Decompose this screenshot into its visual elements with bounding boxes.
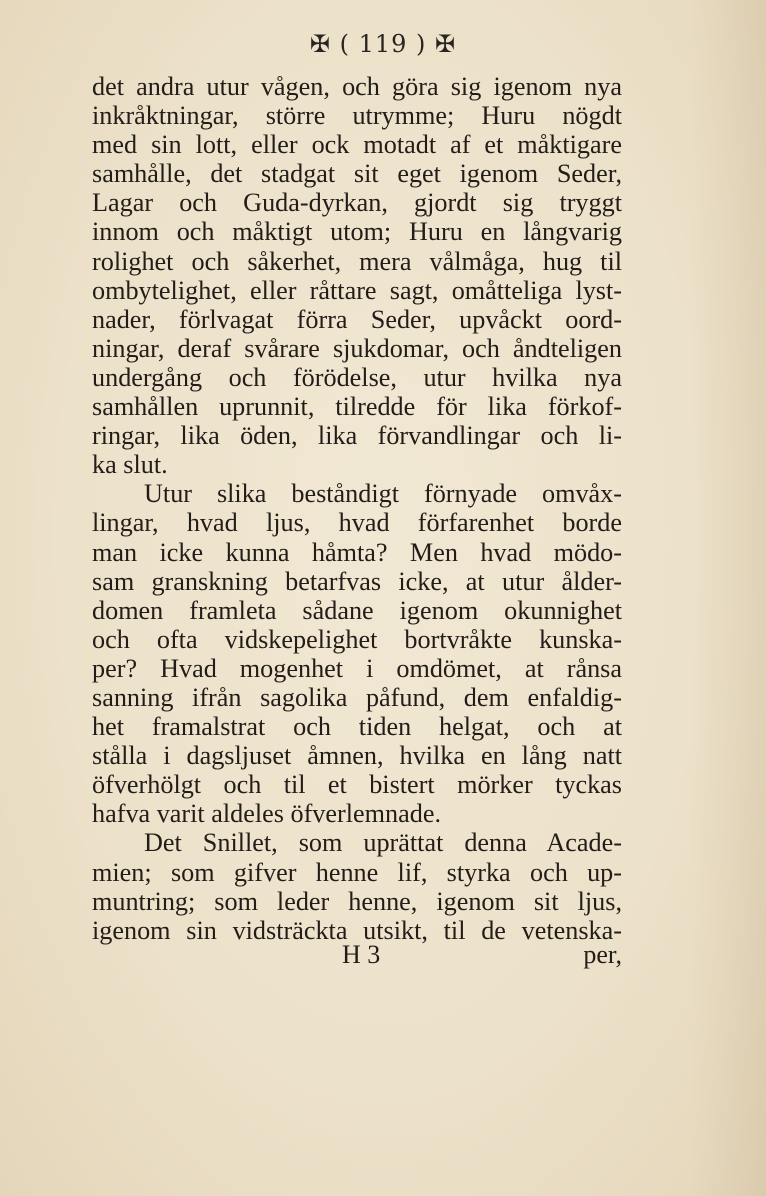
page-header: ✠ ( 119 ) ✠ [309,30,457,58]
text-line: ka slut. [92,450,168,480]
text-line: man icke kunna håmta? Men hvad mödo- [92,537,622,567]
text-line: domen framleta sådane igenom okunnighet [92,595,622,625]
text-line: sam granskning betarfvas icke, at utur ålder- [92,566,622,596]
text-line: ningar, deraf svårare sjukdomar, och åndteligen [92,333,622,363]
text-line: inkråktningar, större utrymme; Huru nögdt [92,101,622,131]
text-line: het framalstrat och tiden helgat, och at [92,712,622,742]
catchword: per, [583,940,622,969]
text-line: det andra utur vågen, och göra sig igenom nya [92,72,622,101]
signature-mark: H 3 [342,940,381,969]
text-line: mien; som gifver henne lif, styrka och up- [92,857,622,887]
body-text [92,72,622,945]
text-line: muntring; som leder henne, igenom sit ljus, [92,886,622,916]
text-line: ringar, lika öden, lika förvandlingar och li- [92,421,622,451]
text-line: stålla i dagsljuset åmnen, hvilka en lång natt [92,741,622,771]
text-line: samhållen uprunnit, tilredde för lika förkof- [92,392,622,422]
text-line: sanning ifrån sagolika påfund, dem enfaldig- [92,682,622,712]
text-line: och ofta vidskepelighet bortvråkte kunska- [92,624,622,654]
text-line: öfverhölgt och til et bistert mörker tyckas [92,770,622,800]
text-line: undergång och förödelse, utur hvilka nya [92,362,622,392]
text-line: igenom sin vidsträckta utsikt, til de vetenska- [92,915,622,945]
paragraph-start-line: Utur slika beståndigt förnyade omvåx- [144,479,622,509]
text-line: nader, förlvagat förra Seder, upvåckt oord- [92,304,622,334]
text-line: innom och måktigt utom; Huru en långvarig [92,217,622,247]
text-line: rolighet och såkerhet, mera vålmåga, hug til [92,246,622,276]
page-edge-shading [690,0,766,1196]
paragraph-start-line: Det Snillet, som uprättat denna Acade- [144,828,622,858]
text-line: samhålle, det stadgat sit eget igenom Seder, [92,159,622,189]
text-line: med sin lott, eller ock motadt af et måktigare [92,130,622,160]
text-line: hafva varit aldeles öfverlemnade. [92,799,441,829]
text-line: ombytelighet, eller råttare sagt, omåtteliga lyst- [92,275,622,305]
text-line: lingar, hvad ljus, hvad förfarenhet borde [92,508,622,538]
text-line: Lagar och Guda-dyrkan, gjordt sig tryggt [92,188,622,218]
text-line: per? Hvad mogenhet i omdömet, at rånsa [92,653,622,683]
